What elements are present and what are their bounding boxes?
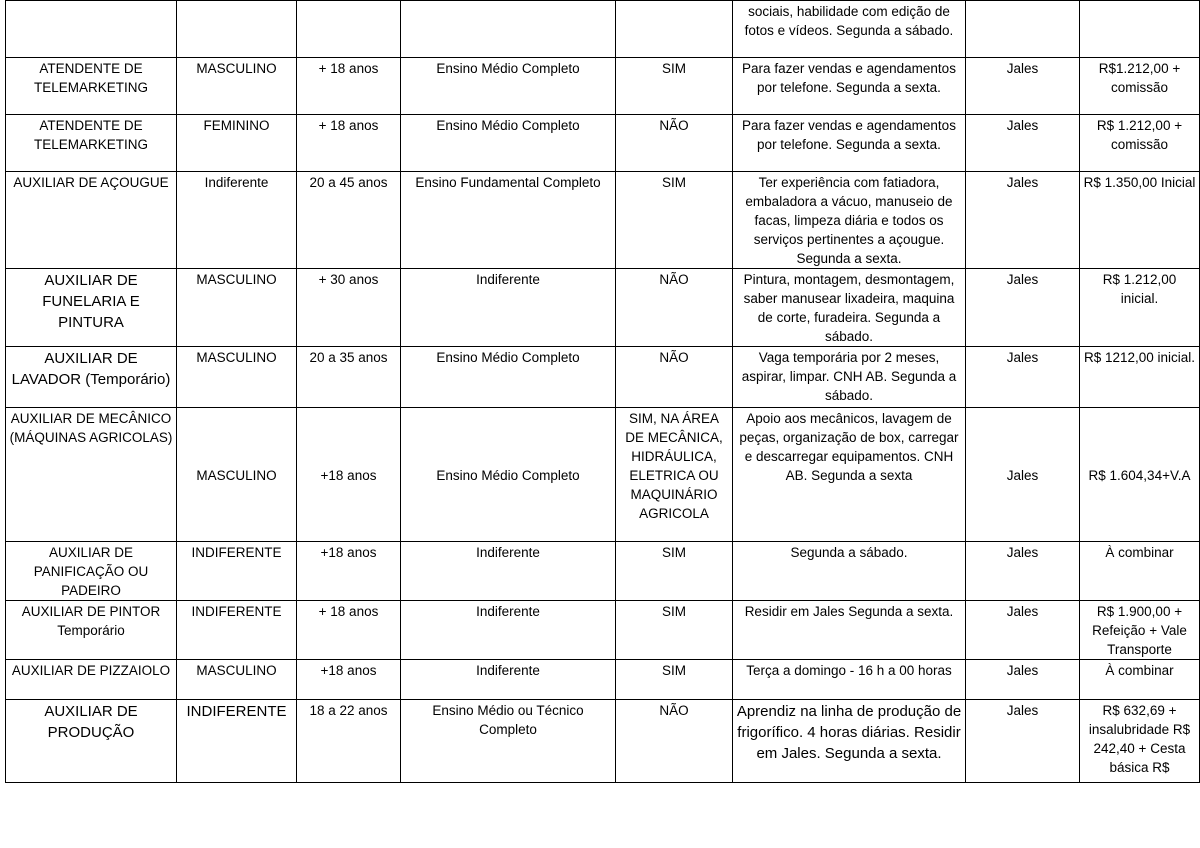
salario-cell: R$ 1.900,00 + Refeição + Vale Transporte <box>1080 601 1200 660</box>
cidade-cell <box>966 1 1080 58</box>
table-row <box>6 172 1200 269</box>
job-listings-table <box>5 0 1200 783</box>
cidade-cell: Jales <box>966 542 1080 601</box>
salario-cell: R$ 1.350,00 Inicial <box>1080 172 1200 269</box>
experiencia-cell: NÃO <box>616 700 733 783</box>
cargo-cell: AUXILIAR DE PRODUÇÃO <box>6 700 177 783</box>
salario-cell: À combinar <box>1080 660 1200 700</box>
idade-cell: + 30 anos <box>297 269 401 347</box>
experiencia-cell: SIM, NA ÁREA DE MECÂNICA, HIDRÁULICA, ELETRICA OU MAQUINÁRIO AGRICOLA <box>616 408 733 542</box>
sexo-cell: MASCULINO <box>177 408 297 542</box>
idade-cell: +18 anos <box>297 542 401 601</box>
experiencia-cell: SIM <box>616 542 733 601</box>
cargo-cell: AUXILIAR DE AÇOUGUE <box>6 172 177 269</box>
salario-cell: R$ 1.212,00 + comissão <box>1080 115 1200 172</box>
cargo-cell: AUXILIAR DE LAVADOR (Temporário) <box>6 347 177 408</box>
descricao-cell: Para fazer vendas e agendamentos por telefone. Segunda a sexta. <box>733 58 966 115</box>
cargo-cell: AUXILIAR DE MECÂNICO (MÁQUINAS AGRICOLAS) <box>6 408 177 542</box>
idade-cell: +18 anos <box>297 660 401 700</box>
experiencia-cell: SIM <box>616 660 733 700</box>
escolaridade-cell: Indiferente <box>401 269 616 347</box>
cidade-cell: Jales <box>966 601 1080 660</box>
cidade-cell: Jales <box>966 172 1080 269</box>
descricao-cell: Apoio aos mecânicos, lavagem de peças, organização de box, carregar e descarregar equipamentos. CNH AB. Segunda a sexta <box>733 408 966 542</box>
cidade-cell: Jales <box>966 660 1080 700</box>
sexo-cell: MASCULINO <box>177 58 297 115</box>
table-row <box>6 408 1200 542</box>
experiencia-cell: NÃO <box>616 115 733 172</box>
idade-cell: + 18 anos <box>297 115 401 172</box>
table-row <box>6 542 1200 601</box>
descricao-cell: Residir em Jales Segunda a sexta. <box>733 601 966 660</box>
cidade-cell: Jales <box>966 408 1080 542</box>
cidade-cell: Jales <box>966 269 1080 347</box>
table-row <box>6 1 1200 58</box>
salario-cell: R$ 1212,00 inicial. <box>1080 347 1200 408</box>
descricao-cell: Vaga temporária por 2 meses, aspirar, limpar. CNH AB. Segunda a sábado. <box>733 347 966 408</box>
cargo-cell: ATENDENTE DE TELEMARKETING <box>6 115 177 172</box>
escolaridade-cell: Ensino Fundamental Completo <box>401 172 616 269</box>
experiencia-cell <box>616 1 733 58</box>
escolaridade-cell: Ensino Médio Completo <box>401 408 616 542</box>
escolaridade-cell: Indiferente <box>401 601 616 660</box>
experiencia-cell: NÃO <box>616 347 733 408</box>
escolaridade-cell: Ensino Médio ou Técnico Completo <box>401 700 616 783</box>
sexo-cell: MASCULINO <box>177 660 297 700</box>
cargo-cell: AUXILIAR DE PINTOR Temporário <box>6 601 177 660</box>
escolaridade-cell: Ensino Médio Completo <box>401 58 616 115</box>
escolaridade-cell: Ensino Médio Completo <box>401 115 616 172</box>
descricao-cell: Aprendiz na linha de produção de frigorífico. 4 horas diárias. Residir em Jales. Segunda a sexta. <box>733 700 966 783</box>
descricao-cell: Terça a domingo - 16 h a 00 horas <box>733 660 966 700</box>
cidade-cell: Jales <box>966 347 1080 408</box>
salario-cell: R$ 632,69 + insalubridade R$ 242,40 + Cesta básica R$ <box>1080 700 1200 783</box>
salario-cell: R$1.212,00 + comissão <box>1080 58 1200 115</box>
table-row <box>6 601 1200 660</box>
table-row <box>6 58 1200 115</box>
cargo-cell: AUXILIAR DE PIZZAIOLO <box>6 660 177 700</box>
salario-cell: R$ 1.604,34+V.A <box>1080 408 1200 542</box>
experiencia-cell: NÃO <box>616 269 733 347</box>
sexo-cell <box>177 1 297 58</box>
salario-cell <box>1080 1 1200 58</box>
descricao-cell: Para fazer vendas e agendamentos por telefone. Segunda a sexta. <box>733 115 966 172</box>
cargo-cell: AUXILIAR DE PANIFICAÇÃO OU PADEIRO <box>6 542 177 601</box>
sexo-cell: MASCULINO <box>177 347 297 408</box>
cargo-cell: AUXILIAR DE FUNELARIA E PINTURA <box>6 269 177 347</box>
descricao-cell: Ter experiência com fatiadora, embaladora a vácuo, manuseio de facas, limpeza diária e todos os serviços pertinentes a açougue. Segunda a sexta. <box>733 172 966 269</box>
table-row <box>6 660 1200 700</box>
table-row <box>6 269 1200 347</box>
cidade-cell: Jales <box>966 700 1080 783</box>
escolaridade-cell: Indiferente <box>401 542 616 601</box>
experiencia-cell: SIM <box>616 58 733 115</box>
escolaridade-cell <box>401 1 616 58</box>
table-row <box>6 115 1200 172</box>
escolaridade-cell: Ensino Médio Completo <box>401 347 616 408</box>
idade-cell <box>297 1 401 58</box>
cidade-cell: Jales <box>966 58 1080 115</box>
sexo-cell: FEMININO <box>177 115 297 172</box>
idade-cell: 20 a 35 anos <box>297 347 401 408</box>
escolaridade-cell: Indiferente <box>401 660 616 700</box>
sexo-cell: INDIFERENTE <box>177 700 297 783</box>
idade-cell: + 18 anos <box>297 601 401 660</box>
sexo-cell: INDIFERENTE <box>177 542 297 601</box>
sexo-cell: Indiferente <box>177 172 297 269</box>
experiencia-cell: SIM <box>616 601 733 660</box>
table-row <box>6 700 1200 783</box>
idade-cell: 18 a 22 anos <box>297 700 401 783</box>
cargo-cell <box>6 1 177 58</box>
idade-cell: + 18 anos <box>297 58 401 115</box>
descricao-cell: sociais, habilidade com edição de fotos e vídeos. Segunda a sábado. <box>733 1 966 58</box>
descricao-cell: Pintura, montagem, desmontagem, saber manusear lixadeira, maquina de corte, furadeira. Segunda a sábado. <box>733 269 966 347</box>
salario-cell: R$ 1.212,00 inicial. <box>1080 269 1200 347</box>
idade-cell: +18 anos <box>297 408 401 542</box>
descricao-cell: Segunda a sábado. <box>733 542 966 601</box>
experiencia-cell: SIM <box>616 172 733 269</box>
cidade-cell: Jales <box>966 115 1080 172</box>
table-row <box>6 347 1200 408</box>
cargo-cell: ATENDENTE DE TELEMARKETING <box>6 58 177 115</box>
idade-cell: 20 a 45 anos <box>297 172 401 269</box>
sexo-cell: INDIFERENTE <box>177 601 297 660</box>
sexo-cell: MASCULINO <box>177 269 297 347</box>
salario-cell: À combinar <box>1080 542 1200 601</box>
